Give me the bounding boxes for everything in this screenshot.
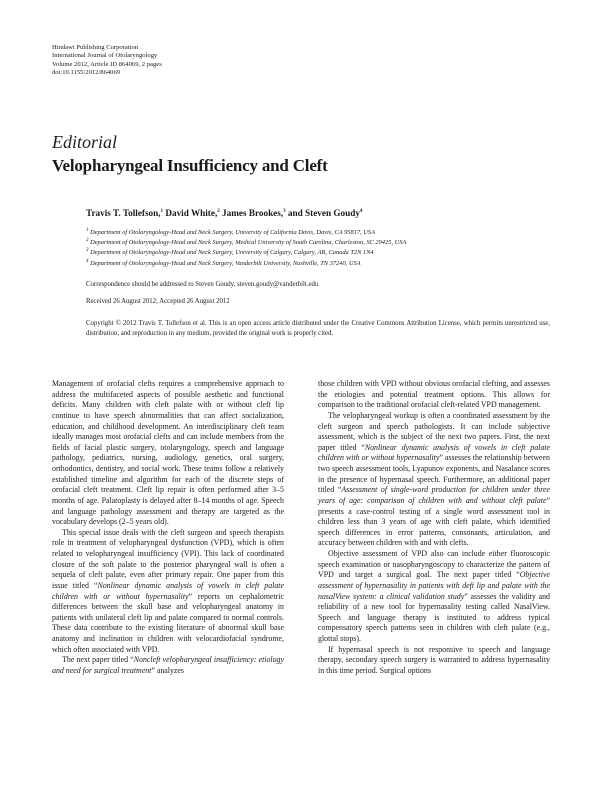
author-sup: 1 xyxy=(160,208,164,214)
cited-title: Objective assessment of hypernasality in patients with deft lip and palate with the nasalView system: a clinical validation study xyxy=(318,570,550,601)
correspondence: Correspondence should be addressed to Steven Goudy, steven.goudy@vanderbilt.edu xyxy=(86,281,319,288)
cited-title: Noncleft velopharyngeal insufficiency: etiology and need for surgical treatment xyxy=(52,655,284,675)
publisher: Hindawi Publishing Corporation xyxy=(52,44,139,51)
author-sup: 4 xyxy=(359,208,363,214)
body-paragraph xyxy=(52,655,284,676)
body-paragraph: Management of orofacial clefts requires a comprehensive approach to address the multifaceted aspects of possible aesthetic and functional deficits. Many children with cleft palate with or without cleft lip continue to have speech abnormalities that can affect socialization, education, and childhood development. An interdisciplinary cleft team ideally manages most orofacial clefts and can include members from the fields of facial plastic surgery, otolaryngology, speech and language pathology, pediatrics, nursing, audiology, genetics, oral surgery, orthodontics, dentistry, and social work. These teams follow a relatively established timeline and algorithm for each of the discrete steps of orofacial cleft treatment. Cleft lip repair is often performed after 3–5 months of age. Palatoplasty is delayed after 8–14 months of age. Speech and language pathology assessment and therapy are targeted as the vocabulary develops (2–5 years old). xyxy=(52,379,284,527)
affiliation xyxy=(86,238,406,248)
article-category: Editorial xyxy=(52,132,118,152)
body-text: ” assesses the relationship between two speech assessment tools, Lyapunov exponents, and Nasalance scores in the presence of hypernasal speech. Furthermore, an additional paper titled “ xyxy=(318,453,550,495)
cited-title: Assessment of single-word production for children under three years of age: comparison of children with and without cleft palate xyxy=(318,485,550,505)
body-column-left xyxy=(52,379,284,677)
journal-header xyxy=(52,44,162,78)
affiliation-sup: 3 xyxy=(86,248,89,254)
body-paragraph: If hypernasal speech is not responsive to speech and language therapy, secondary speech surgery is warranted to address hypernasality in this time period. Surgical options xyxy=(318,644,550,675)
affiliation xyxy=(86,259,406,269)
author-name: Travis T. Tollefson, xyxy=(86,208,161,218)
author-name: and Steven Goudy xyxy=(287,208,360,218)
author-list xyxy=(86,208,362,218)
author-sup: 3 xyxy=(283,208,286,214)
body-text: ” analyzes xyxy=(151,665,184,675)
author-sup: 2 xyxy=(217,208,220,214)
author-name: James Brookes, xyxy=(222,208,284,218)
copyright-notice: Copyright © 2012 Travis T. Tollefson et al. This is an open access article distributed under the Creative Commons Attribution License, which permits unrestricted use, distribution, and reproduction in any medium, provided the original work is properly cited. xyxy=(86,320,550,337)
body-paragraph: those children with VPD without obvious orofacial clefting, and assesses the etiologies and potential treatment options. This allows for comparison to the traditional orofacial cleft-related VPD management. xyxy=(318,379,550,410)
received-dates: Received 26 August 2012; Accepted 26 August 2012 xyxy=(86,298,230,305)
affiliation-sup: 1 xyxy=(86,227,89,233)
journal-name: International Journal of Otolaryngology xyxy=(52,52,158,60)
body-text: ” reports on cephalometric differences between the skull base and velopharyngeal anatomy in patients with unilateral cleft lip and palate compared to normal controls. These data contribute to the existing literature of abnormal skull base anatomy and inclination in children with velocardiofacial syndrome, which often associated with VPD. xyxy=(52,591,284,654)
body-paragraph xyxy=(318,549,550,645)
body-text: ” assesses the validity and reliability of a new tool for hypernasality testing called NasalView. Speech and language therapy is instituted to address typical compensatory speech patterns seen in children with cleft palate (e.g., glottal stops). xyxy=(318,591,550,643)
body-text: ” presents a case-control testing of a single word assessment tool in children less than 3 years of age with cleft palate, which identified speech differences in error patterns, consonants, articulation, and accuracy between children with and with clefts. xyxy=(318,495,550,548)
body-text: The next paper titled “ xyxy=(62,655,134,665)
author-name: David White, xyxy=(165,208,218,218)
affiliation-text: Department of Otolaryngology-Head and Neck Surgery, Vanderbilt University, Nashville, TN 37240, USA xyxy=(90,259,361,267)
body-text: This special issue deals with the cleft surgeon and speech therapists role in treatment of velopharyngeal dysfunction (VPD), which is often related to velopharyngeal insufficiency (VPI). This lack of coordinated closure of the soft palate to the posterior pharyngeal wall is often a sequela of cleft palate, even after primary repair. One paper from this issue titled “ xyxy=(52,527,284,590)
affiliation xyxy=(86,228,406,238)
affiliation-text: Department of Otolaryngology-Head and Neck Surgery, University of California Davis, Davis, CA 95817, USA xyxy=(90,229,375,236)
affiliation-sup: 4 xyxy=(86,258,89,264)
article-title: Velopharyngeal Insufficiency and Cleft xyxy=(52,156,328,175)
cited-title: Nonlinear dynamic analysis of vowels in cleft palate children with or without hypernasality xyxy=(52,580,284,601)
affiliation xyxy=(86,248,406,258)
affiliation-text: Department of Otolaryngology-Head and Neck Surgery, Medical University of South Carolina, Charleston, SC 29425, USA xyxy=(90,239,407,247)
body-column-right xyxy=(318,379,550,677)
body-text: Objective assessment of VPD also can include either fluoroscopic speech examination or nasopharyngoscopy to characterize the pattern of VPD and target a surgical goal. The next paper titled “ xyxy=(318,549,550,580)
cited-title: Nonlinear dynamic analysis of vowels in cleft palate children with or without hypernasality xyxy=(318,442,551,463)
affiliations xyxy=(86,228,406,269)
volume-info: Volume 2012, Article ID 864069, 2 pages xyxy=(52,60,162,68)
body-text: The velopharyngeal workup is often a coordinated assessment by the cleft surgeon and speech pathologists. It can include subjective assessment, which is the subject of the next two papers. First, the next paper titled “ xyxy=(318,410,550,452)
affiliation-text: Department of Otolaryngology-Head and Neck Surgery, University of Calgary, Calgary, AB, Canada T2N 1N4 xyxy=(90,249,374,257)
body-paragraph xyxy=(318,411,550,549)
body-paragraph xyxy=(52,528,284,656)
doi: doi:10.1155/2012/864069 xyxy=(52,69,121,77)
affiliation-sup: 2 xyxy=(86,238,89,244)
